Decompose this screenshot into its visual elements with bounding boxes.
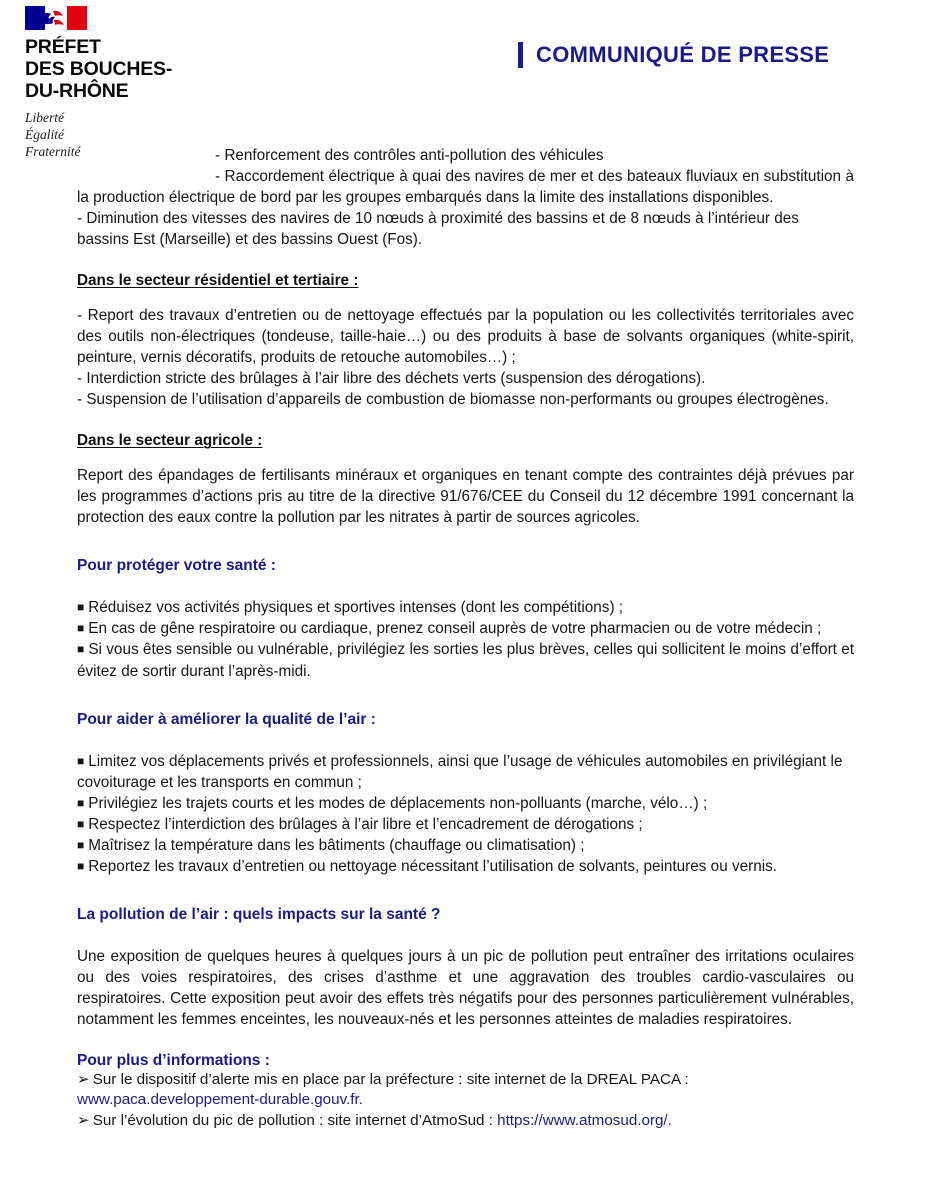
health-bullet-1 bbox=[77, 597, 854, 618]
health-bullet-2 bbox=[77, 618, 854, 639]
air-quality-section-heading: Pour aider à améliorer la qualité de l’air : bbox=[77, 710, 376, 728]
air-quality-bullet-2-text: Privilégiez les trajets courts et les modes de déplacements non-polluants (marche, vélo…) ; bbox=[88, 794, 708, 812]
air-quality-bullet-4-text: Maîtrisez la température dans les bâtiments (chauffage ou climatisation) ; bbox=[88, 836, 585, 854]
motto-liberte: Liberté bbox=[25, 110, 64, 126]
air-quality-bullet-1 bbox=[77, 751, 854, 793]
air-quality-bullet-1-text: Limitez vos déplacements privés et professionnels, ainsi que l’usage de véhicules automobiles en privilégiant le covoiturage et les transports en commun ; bbox=[77, 752, 843, 791]
health-bullet-3 bbox=[77, 639, 854, 681]
dreal-paca-link[interactable]: www.paca.developpement-durable.gouv.fr. bbox=[77, 1091, 363, 1109]
air-quality-bullet-3-text: Respectez l’interdiction des brûlages à l’air libre et l’encadrement de dérogations ; bbox=[88, 815, 643, 833]
press-release-title bbox=[518, 42, 829, 68]
square-bullet-icon: ■ bbox=[77, 600, 85, 615]
impacts-section-heading: La pollution de l’air : quels impacts sur la santé ? bbox=[77, 905, 441, 923]
square-bullet-icon: ■ bbox=[77, 642, 85, 657]
more-info-link-1-row bbox=[77, 1090, 854, 1110]
impacts-paragraph: Une exposition de quelques heures à quelques jours à un pic de pollution peut entraîner des irritations oculaires ou des voies respiratoires, des crises d’asthme et une aggravation des troubles cardio-vasculaires ou respiratoires. Cette exposition peut avoir des effets très négatifs pour des personnes particulièrement vulnérables, notamment les femmes enceintes, les nouveaux-nés et les personnes atteintes de maladies respiratoires. bbox=[77, 947, 854, 1028]
more-info-item-1 bbox=[77, 1070, 854, 1090]
top-measures-block bbox=[77, 145, 854, 250]
square-bullet-icon: ■ bbox=[77, 816, 85, 831]
prefecture-title-line-3: DU-RHÔNE bbox=[25, 79, 129, 102]
more-info-item-2 bbox=[77, 1111, 854, 1131]
measure-vessel-speed: - Diminution des vitesses des navires de 10 nœuds à proximité des bassins et de 8 nœuds à l’intérieur des bassins Est (Marseille) et des bassins Ouest (Fos). bbox=[77, 210, 799, 249]
arrow-bullet-icon: ➢ bbox=[77, 1070, 90, 1088]
health-bullet-list bbox=[77, 597, 854, 681]
air-quality-bullet-2 bbox=[77, 793, 854, 814]
health-bullet-2-text: En cas de gêne respiratoire ou cardiaque, prenez conseil auprès de votre pharmacien ou de votre médecin ; bbox=[88, 620, 822, 638]
residential-item-1: - Report des travaux d’entretien ou de nettoyage effectués par la population ou les collectivités territoriales avec des outils non-électriques (tondeuse, taille-haie…) ou des produits à base de solvants organiques (white-spirit, peinture, vernis décoratifs, produits de retouche automobiles…) ; bbox=[77, 307, 854, 367]
prefecture-title-line-2: DES BOUCHES- bbox=[25, 57, 173, 80]
agricultural-section bbox=[77, 432, 854, 528]
square-bullet-icon: ■ bbox=[77, 795, 85, 810]
more-info-section bbox=[77, 1052, 854, 1131]
air-quality-bullet-3 bbox=[77, 814, 854, 835]
air-quality-bullet-4 bbox=[77, 835, 854, 856]
impacts-section bbox=[77, 906, 854, 1030]
measure-shore-power: - Raccordement électrique à quai des navires de mer et des bateaux fluviaux en substitution à la production électrique de bord par les groupes embarqués dans la limite des installations disponibles. bbox=[77, 168, 854, 207]
more-info-item-1-text: Sur le dispositif d’alerte mis en place par la préfecture : site internet de la DREAL PACA : bbox=[92, 1070, 689, 1088]
french-flag-marianne-icon bbox=[25, 6, 87, 30]
square-bullet-icon: ■ bbox=[77, 858, 85, 873]
motto-fraternite: Fraternité bbox=[25, 144, 81, 160]
health-section-heading: Pour protéger votre santé : bbox=[77, 557, 276, 575]
more-info-heading: Pour plus d’informations : bbox=[77, 1051, 270, 1069]
motto-egalite: Égalité bbox=[25, 127, 64, 143]
residential-section bbox=[77, 272, 854, 410]
health-bullet-3-text: Si vous êtes sensible ou vulnérable, privilégiez les sorties les plus brèves, celles qui sollicitent le moins d’effort et évitez de sortir durant l’après-midi. bbox=[77, 641, 855, 680]
air-quality-bullet-list bbox=[77, 751, 854, 877]
document-body bbox=[77, 145, 854, 1131]
residential-item-2: - Interdiction stricte des brûlages à l’air libre des déchets verts (suspension des dérogations). bbox=[77, 370, 706, 388]
document-type-label: COMMUNIQUÉ DE PRESSE bbox=[536, 42, 830, 67]
residential-section-heading: Dans le secteur résidentiel et tertiaire : bbox=[77, 272, 359, 290]
air-quality-section bbox=[77, 711, 854, 877]
more-info-item-2-text: Sur l’évolution du pic de pollution : site internet d’AtmoSud : bbox=[92, 1111, 493, 1129]
prefecture-title-line-1: PRÉFET bbox=[25, 36, 101, 58]
measure-vehicle-controls: - Renforcement des contrôles anti-pollution des véhicules bbox=[215, 147, 604, 164]
arrow-bullet-icon: ➢ bbox=[77, 1111, 90, 1129]
more-info-list bbox=[77, 1070, 854, 1131]
air-quality-bullet-5 bbox=[77, 856, 854, 877]
square-bullet-icon: ■ bbox=[77, 621, 85, 636]
agricultural-section-heading: Dans le secteur agricole : bbox=[77, 432, 263, 450]
square-bullet-icon: ■ bbox=[77, 837, 85, 852]
title-accent-bar bbox=[518, 42, 523, 68]
air-quality-bullet-5-text: Reportez les travaux d’entretien ou nettoyage nécessitant l’utilisation de solvants, peintures ou vernis. bbox=[88, 857, 778, 875]
agricultural-paragraph: Report des épandages de fertilisants minéraux et organiques en tenant compte des contraintes déjà prévues par les programmes d’actions pris au titre de la directive 91/676/CEE du Conseil du 12 décembre 1991 concernant la protection des eaux contre la pollution par les nitrates à partir de sources agricoles. bbox=[77, 467, 854, 527]
atmosud-link[interactable]: https://www.atmosud.org/. bbox=[497, 1111, 672, 1129]
health-bullet-1-text: Réduisez vos activités physiques et sportives intenses (dont les compétitions) ; bbox=[88, 599, 624, 617]
health-section bbox=[77, 557, 854, 681]
square-bullet-icon: ■ bbox=[77, 753, 85, 768]
prefecture-branding bbox=[25, 6, 255, 160]
residential-item-3: - Suspension de l’utilisation d’appareils de combustion de biomasse non-performants ou groupes électrogènes. bbox=[77, 391, 829, 409]
